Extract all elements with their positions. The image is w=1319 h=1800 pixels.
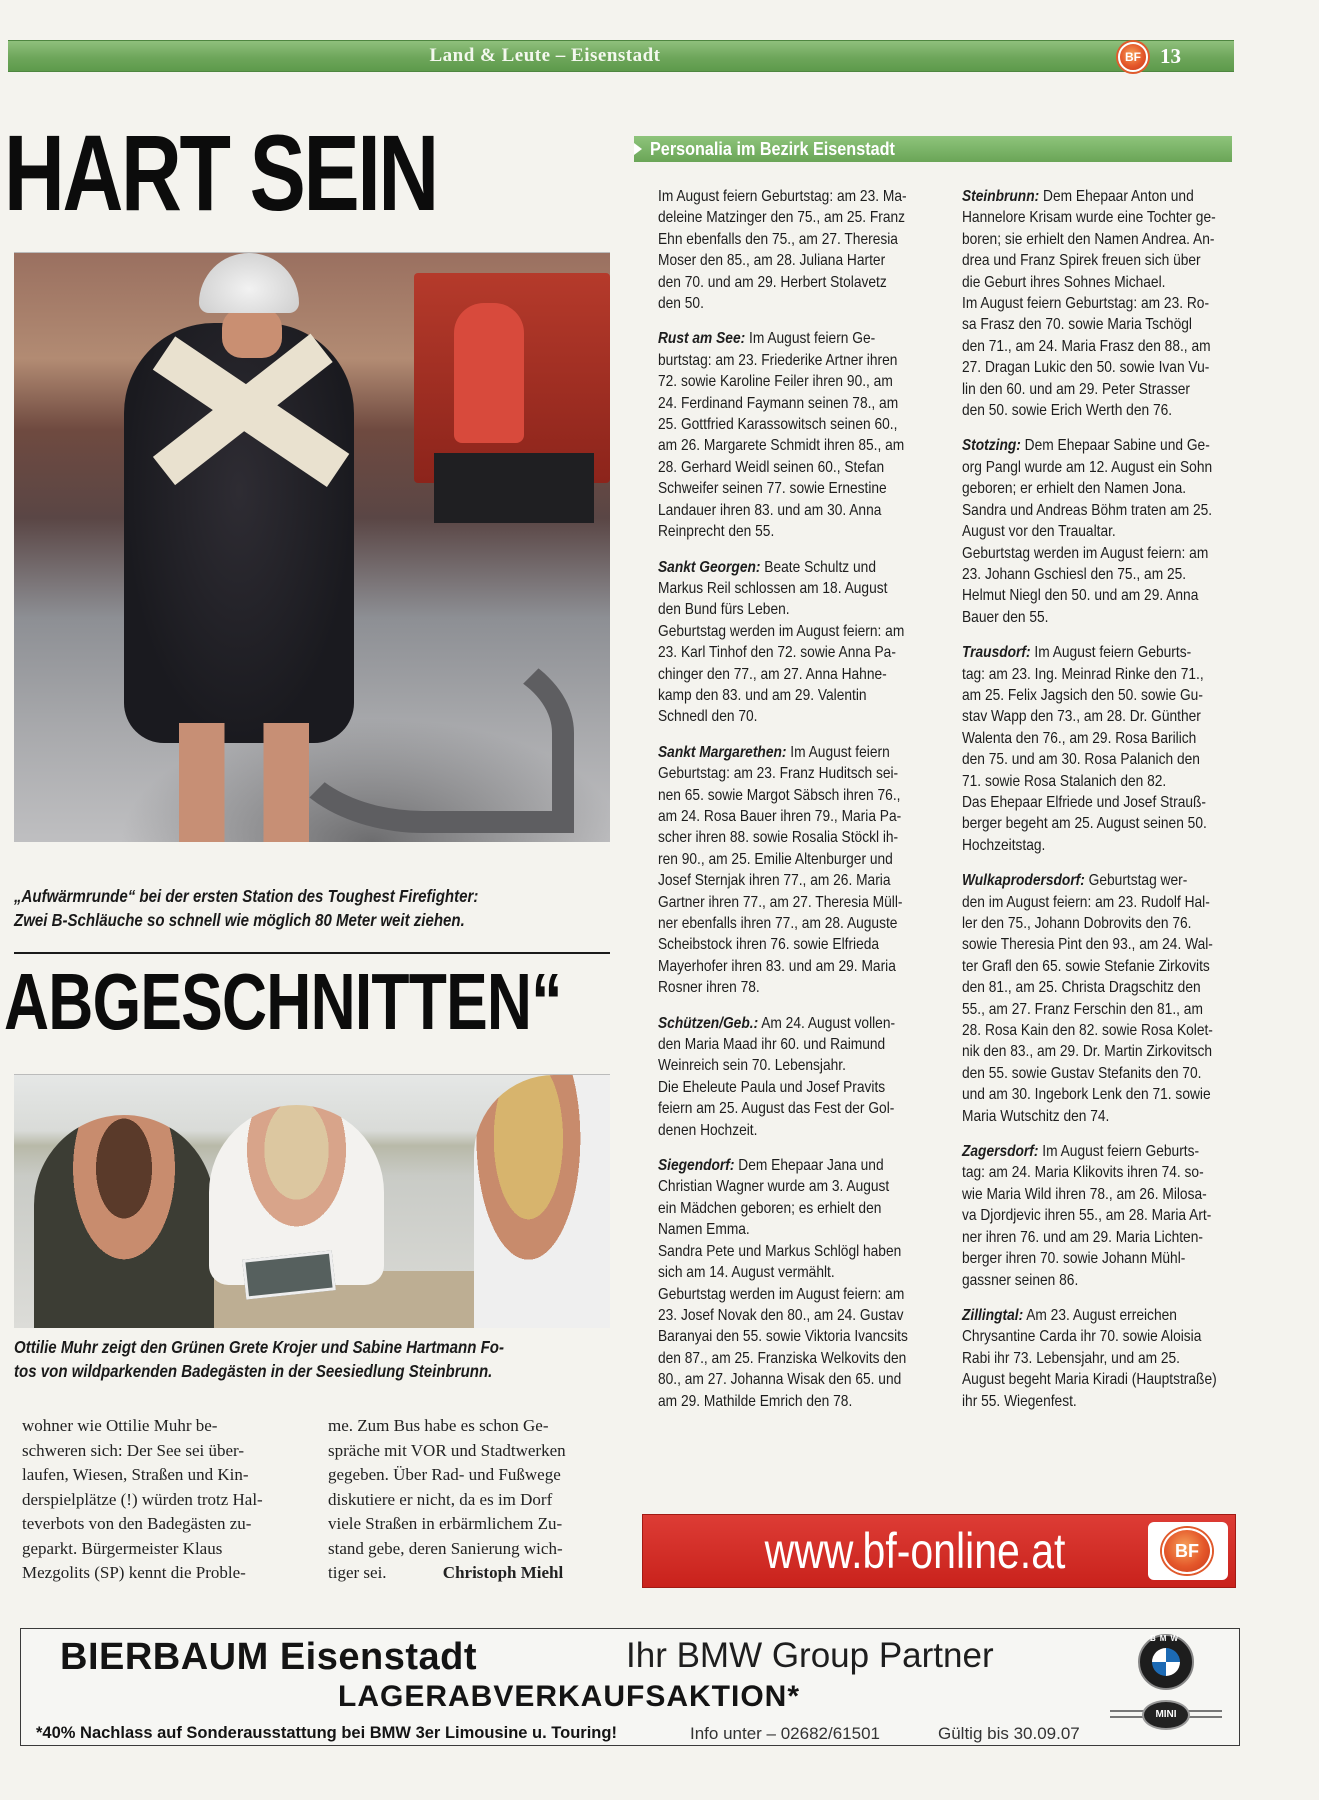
personalia-text: Im August feiern Ge- bbox=[745, 330, 876, 348]
personalia-line bbox=[658, 457, 908, 478]
personalia-entry bbox=[658, 742, 908, 999]
personalia-text: Hochzeitstag. bbox=[962, 836, 1046, 854]
personalia-line bbox=[658, 1241, 908, 1262]
personalia-line bbox=[658, 272, 908, 293]
personalia-line bbox=[658, 1155, 908, 1176]
personalia-entry bbox=[658, 1155, 908, 1412]
mini-wing-icon bbox=[1188, 1710, 1222, 1718]
personalia-text: den 55. sowie Gustav Stefanits den 70. bbox=[962, 1064, 1202, 1082]
personalia-line bbox=[658, 371, 908, 392]
personalia-line bbox=[658, 1198, 908, 1219]
personalia-line bbox=[658, 1219, 908, 1240]
personalia-line bbox=[962, 500, 1217, 521]
personalia-line bbox=[962, 813, 1217, 834]
personalia-line bbox=[962, 664, 1217, 685]
personalia-line bbox=[962, 457, 1217, 478]
personalia-text: sich am 14. August vermählt. bbox=[658, 1264, 835, 1282]
personalia-line bbox=[658, 1120, 908, 1141]
personalia-line bbox=[658, 293, 908, 314]
personalia-line bbox=[658, 393, 908, 414]
personalia-text: Namen Emma. bbox=[658, 1221, 750, 1239]
sale-title: LAGERABVERKAUFSAKTION* bbox=[338, 1680, 801, 1713]
article-column-2 bbox=[328, 1414, 566, 1586]
place-name: Zillingtal: bbox=[962, 1306, 1024, 1324]
personalia-line bbox=[658, 806, 908, 827]
helmet-shape bbox=[199, 253, 299, 313]
personalia-line bbox=[962, 435, 1217, 456]
personalia-text: und am 30. Ingebork Lenk den 71. sowie bbox=[962, 1086, 1211, 1104]
personalia-line bbox=[658, 1391, 908, 1412]
personalia-line bbox=[658, 1369, 908, 1390]
personalia-line bbox=[962, 314, 1217, 335]
personalia-text: Schnedl den 70. bbox=[658, 708, 758, 726]
fine-print: *40% Nachlass auf Sonderausstattung bei BMW 3er Limousine u. Touring! bbox=[36, 1724, 617, 1742]
place-name: Trausdorf: bbox=[962, 644, 1031, 662]
personalia-text: 23. Josef Novak den 80., am 24. Gustav bbox=[658, 1306, 904, 1324]
personalia-line bbox=[962, 400, 1217, 421]
personalia-text: 55., am 27. Franz Ferschin den 81., am bbox=[962, 1000, 1203, 1018]
personalia-line bbox=[962, 1326, 1217, 1347]
personalia-text: Im August feiern Geburts- bbox=[1038, 1143, 1200, 1161]
article-line: me. Zum Bus habe es schon Ge- bbox=[328, 1416, 549, 1435]
personalia-text: Hannelore Krisam wurde eine Tochter ge- bbox=[962, 209, 1216, 227]
woman-right-shape bbox=[474, 1075, 610, 1328]
article-last-line bbox=[328, 1561, 566, 1586]
photo-caption-women bbox=[14, 1335, 504, 1383]
personalia-text: ihr 55. Wiegenfest. bbox=[962, 1392, 1077, 1410]
valid-until: Gültig bis 30.09.07 bbox=[938, 1724, 1080, 1743]
personalia-text: drea und Franz Spirek freuen sich über bbox=[962, 252, 1201, 270]
arrow-icon bbox=[634, 143, 642, 155]
personalia-entry bbox=[962, 642, 1217, 856]
personalia-text: deleine Matzinger den 75., am 25. Franz bbox=[658, 209, 906, 227]
personalia-line bbox=[962, 1305, 1217, 1326]
personalia-line bbox=[962, 1106, 1217, 1127]
personalia-text: 28. Rosa Kain den 82. sowie Rosa Kolet- bbox=[962, 1022, 1213, 1040]
partner-tagline: Ihr BMW Group Partner bbox=[626, 1636, 994, 1675]
personalia-text: ren 90., am 25. Emilie Altenburger und bbox=[658, 850, 893, 868]
personalia-text: am 25. Felix Jagsich den 50. sowie Gu- bbox=[962, 686, 1203, 704]
personalia-text: Gartner ihren 77., am 27. Theresia Müll- bbox=[658, 893, 903, 911]
personalia-line bbox=[658, 229, 908, 250]
personalia-text: Mayerhofer ihren 83. und am 29. Maria bbox=[658, 957, 896, 975]
personalia-line bbox=[962, 1184, 1217, 1205]
article-line: schweren sich: Der See sei über- bbox=[22, 1440, 244, 1460]
personalia-text: Sandra und Andreas Böhm traten am 25. bbox=[962, 501, 1213, 519]
personalia-text: den 81., am 25. Christa Dragschitz den bbox=[962, 979, 1201, 997]
personalia-line bbox=[658, 1077, 908, 1098]
bmw-logo-label: BMW bbox=[1150, 1634, 1182, 1643]
article-line: stand gebe, deren Sanierung wich- bbox=[328, 1538, 563, 1558]
personalia-text: Sandra Pete und Markus Schlögl haben bbox=[658, 1242, 902, 1260]
place-name: Steinbrunn: bbox=[962, 188, 1040, 205]
personalia-text: Dem Ehepaar Sabine und Ge- bbox=[1020, 437, 1210, 455]
personalia-text: Josef Sternjak ihren 77., am 26. Maria bbox=[658, 872, 891, 890]
personalia-title: Personalia im Bezirk Eisenstadt bbox=[650, 139, 895, 159]
personalia-line bbox=[962, 1391, 1217, 1412]
personalia-line bbox=[962, 1084, 1217, 1105]
personalia-line bbox=[658, 250, 908, 271]
section-title: Land & Leute – Eisenstadt bbox=[429, 45, 661, 66]
personalia-line bbox=[962, 1270, 1217, 1291]
personalia-text: va Djordjevic ihren 55., am 28. Maria Art- bbox=[962, 1207, 1212, 1225]
personalia-text: gassner seinen 86. bbox=[962, 1271, 1079, 1289]
phone-info: Info unter – 02682/61501 bbox=[690, 1724, 880, 1743]
personalia-text: stav Wapp den 73., am 28. Dr. Günther bbox=[962, 708, 1201, 726]
personalia-entry bbox=[962, 1305, 1217, 1412]
personalia-line bbox=[658, 1176, 908, 1197]
personalia-line bbox=[962, 934, 1217, 955]
personalia-text: 72. sowie Karoline Feiler ihren 90., am bbox=[658, 373, 893, 391]
personalia-line bbox=[658, 1348, 908, 1369]
place-name: Zagersdorf: bbox=[962, 1143, 1039, 1161]
personalia-text: 23. Johann Gschiesl den 75., am 25. bbox=[962, 565, 1187, 583]
personalia-line bbox=[962, 1205, 1217, 1226]
personalia-line bbox=[658, 207, 908, 228]
personalia-text: denen Hochzeit. bbox=[658, 1121, 758, 1139]
caption-line: tos von wildparkenden Badegästen in der Seesiedlung Steinbrunn. bbox=[14, 1361, 493, 1381]
article-column-1 bbox=[22, 1414, 263, 1586]
headline-hart-sein: HART SEIN bbox=[4, 112, 437, 233]
personalia-text: wie Maria Wild ihren 78., am 26. Milosa- bbox=[962, 1185, 1207, 1203]
personalia-line bbox=[962, 543, 1217, 564]
personalia-line bbox=[962, 1141, 1217, 1162]
personalia-text: 80., am 27. Johanna Wisak den 65. und bbox=[658, 1371, 902, 1389]
article-line: spräche mit VOR und Stadtwerken bbox=[328, 1440, 566, 1460]
article-line: gegeben. Über Rad- und Fußwege bbox=[328, 1465, 561, 1484]
personalia-line bbox=[658, 1284, 908, 1305]
personalia-line bbox=[658, 685, 908, 706]
personalia-line bbox=[658, 742, 908, 763]
personalia-line bbox=[658, 621, 908, 642]
personalia-line bbox=[962, 357, 1217, 378]
personalia-text: lin den 60. und am 29. Peter Strasser bbox=[962, 380, 1190, 398]
personalia-text: Walenta den 76., am 29. Rosa Barilich bbox=[962, 729, 1197, 747]
personalia-text: Markus Reil schlossen am 18. August bbox=[658, 579, 888, 597]
bf-logo-icon: BF bbox=[1162, 1528, 1212, 1574]
personalia-line bbox=[658, 578, 908, 599]
personalia-text: Im August feiern Geburtstag: am 23. Ma- bbox=[658, 188, 907, 205]
personalia-line bbox=[962, 749, 1217, 770]
place-name: Schützen/Geb.: bbox=[658, 1014, 759, 1032]
personalia-line bbox=[658, 1034, 908, 1055]
personalia-column-2 bbox=[962, 186, 1217, 1426]
personalia-text: 23. Karl Tinhof den 72. sowie Anna Pa- bbox=[658, 644, 896, 662]
personalia-line bbox=[962, 977, 1217, 998]
personalia-line bbox=[962, 1020, 1217, 1041]
personalia-text: Geburtstag: am 23. Franz Huditsch sei- bbox=[658, 765, 899, 783]
article-author: Christoph Miehl bbox=[442, 1563, 564, 1582]
personalia-text: boren; sie erhielt den Namen Andrea. An- bbox=[962, 230, 1215, 248]
firefighter-face-shape bbox=[222, 308, 282, 358]
personalia-text: Chrysantine Carda ihr 70. sowie Aloisia bbox=[962, 1328, 1202, 1346]
personalia-text: geboren; er erhielt den Namen Jona. bbox=[962, 480, 1187, 498]
personalia-text: Schweifer seinen 77. sowie Ernestine bbox=[658, 480, 887, 498]
place-name: Siegendorf: bbox=[658, 1157, 735, 1175]
personalia-text: Im August feiern Geburts- bbox=[1030, 644, 1192, 662]
personalia-entry bbox=[658, 328, 908, 542]
personalia-text: Am 23. August erreichen bbox=[1023, 1306, 1177, 1324]
personalia-text: nen 65. sowie Margot Säbsch ihren 76., bbox=[658, 786, 901, 804]
personalia-line bbox=[658, 328, 908, 349]
personalia-line bbox=[962, 892, 1217, 913]
personalia-line bbox=[962, 1227, 1217, 1248]
women-photo bbox=[14, 1074, 610, 1328]
personalia-text: burtstag: am 23. Friederike Artner ihren bbox=[658, 351, 898, 369]
personalia-text: Baranyai den 55. sowie Viktoria Ivancsits bbox=[658, 1328, 908, 1346]
personalia-text: Maria Wutschitz den 74. bbox=[962, 1107, 1110, 1125]
personalia-line bbox=[658, 557, 908, 578]
personalia-text: den 50. sowie Erich Werth den 76. bbox=[962, 402, 1173, 420]
personalia-text: Christian Wagner wurde am 3. August bbox=[658, 1178, 890, 1196]
personalia-text: Im August feiern bbox=[786, 743, 890, 761]
personalia-text: August begeht Maria Kiradi (Hauptstraße) bbox=[962, 1371, 1217, 1389]
personalia-line bbox=[658, 934, 908, 955]
personalia-text: den im August feiern: am 23. Rudolf Hal- bbox=[962, 893, 1210, 911]
personalia-text: Reinprecht den 55. bbox=[658, 523, 775, 541]
personalia-text: ter Grafl den 65. sowie Stefanie Zirkovits bbox=[962, 957, 1210, 975]
personalia-text: Moser den 85., am 28. Juliana Harter bbox=[658, 252, 886, 270]
personalia-text: 24. Ferdinand Faymann seinen 78., am bbox=[658, 394, 899, 412]
personalia-line bbox=[962, 1041, 1217, 1062]
personalia-text: Scheibstock ihren 76. sowie Elfrieda bbox=[658, 936, 880, 954]
personalia-text: sa Frasz den 70. sowie Maria Tschögl bbox=[962, 316, 1192, 334]
personalia-text: den 75. und am 30. Rosa Palanich den bbox=[962, 751, 1200, 769]
personalia-line bbox=[658, 521, 908, 542]
personalia-text: feiern am 25. August das Fest der Gol- bbox=[658, 1100, 895, 1118]
personalia-text: den 50. bbox=[658, 295, 704, 313]
place-name: Rust am See: bbox=[658, 330, 746, 348]
personalia-line bbox=[962, 478, 1217, 499]
photo-caption-firefighter bbox=[14, 884, 478, 932]
personalia-text: Bauer den 55. bbox=[962, 608, 1049, 626]
personalia-column-1 bbox=[658, 186, 908, 1426]
personalia-line bbox=[962, 771, 1217, 792]
personalia-entry bbox=[962, 186, 1217, 421]
article-line: laufen, Wiesen, Straßen und Kin- bbox=[22, 1465, 249, 1484]
personalia-line bbox=[658, 350, 908, 371]
article-line: derspielplätze (!) würden trotz Hal- bbox=[22, 1489, 263, 1509]
personalia-line bbox=[962, 293, 1217, 314]
article-line: geparkt. Bürgermeister Klaus bbox=[22, 1538, 223, 1558]
personalia-text: Dem Ehepaar Anton und bbox=[1039, 188, 1194, 205]
personalia-line bbox=[658, 977, 908, 998]
personalia-text: berger ihren 70. sowie Johann Mühl- bbox=[962, 1250, 1186, 1268]
personalia-entry bbox=[962, 870, 1217, 1127]
bf-logo-icon: BF bbox=[1118, 42, 1148, 72]
personalia-line bbox=[658, 913, 908, 934]
caption-line: „Aufwärmrunde“ bei der ersten Station des Toughest Firefighter: bbox=[14, 886, 479, 906]
personalia-line bbox=[658, 763, 908, 784]
personalia-text: den Maria Maad ihr 60. und Raimund bbox=[658, 1036, 886, 1054]
personalia-line bbox=[658, 664, 908, 685]
personalia-text: 27. Dragan Lukic den 50. sowie Ivan Vu- bbox=[962, 359, 1210, 377]
personalia-text: Dem Ehepaar Jana und bbox=[734, 1157, 884, 1175]
personalia-line bbox=[962, 607, 1217, 628]
personalia-text: Beate Schultz und bbox=[760, 558, 876, 576]
personalia-line bbox=[962, 1348, 1217, 1369]
personalia-line bbox=[962, 207, 1217, 228]
personalia-line bbox=[658, 500, 908, 521]
personalia-line bbox=[962, 728, 1217, 749]
background-person-shape bbox=[454, 303, 524, 443]
personalia-text: den 87., am 25. Franziska Welkovits den bbox=[658, 1349, 907, 1367]
personalia-line bbox=[658, 1305, 908, 1326]
personalia-line bbox=[658, 642, 908, 663]
personalia-text: ler den 75., Johann Dobrovits den 76. bbox=[962, 915, 1192, 932]
place-name: Stotzing: bbox=[962, 437, 1021, 455]
personalia-text: kamp den 83. und am 29. Valentin bbox=[658, 686, 867, 704]
dealer-name: BIERBAUM Eisenstadt bbox=[60, 1636, 477, 1678]
personalia-line bbox=[658, 849, 908, 870]
personalia-line bbox=[962, 1162, 1217, 1183]
personalia-text: tag: am 24. Maria Klikovits ihren 74. so- bbox=[962, 1164, 1204, 1182]
article-line: diskutiere er nicht, da es im Dorf bbox=[328, 1489, 553, 1509]
personalia-line bbox=[658, 1013, 908, 1034]
headline-abgeschnitten: ABGESCHNITTEN“ bbox=[4, 957, 562, 1046]
personalia-line bbox=[658, 1098, 908, 1119]
personalia-text: Geburtstag werden im August feiern: am bbox=[658, 622, 905, 640]
personalia-line bbox=[962, 272, 1217, 293]
personalia-text: Die Eheleute Paula und Josef Pravits bbox=[658, 1078, 886, 1096]
personalia-text: am 29. Mathilde Emrich den 78. bbox=[658, 1392, 853, 1410]
article-line: teverbots von den Badegästen zu- bbox=[22, 1514, 252, 1533]
divider-rule bbox=[14, 952, 610, 954]
page-number: 13 bbox=[1160, 44, 1181, 68]
personalia-text: Geburtstag werden im August feiern: am bbox=[962, 544, 1209, 562]
personalia-text: Ehn ebenfalls den 75., am 27. Theresia bbox=[658, 230, 898, 248]
personalia-entry bbox=[962, 435, 1217, 628]
article-line: viele Straßen in erbärmlichem Zu- bbox=[328, 1514, 563, 1533]
personalia-text: Im August feiern Geburtstag: am 23. Ro- bbox=[962, 295, 1210, 313]
personalia-text: am 26. Margarete Schmidt ihren 85., am bbox=[658, 437, 905, 455]
personalia-line bbox=[658, 414, 908, 435]
personalia-text: ner ebenfalls ihren 77., am 28. Auguste bbox=[658, 915, 898, 932]
personalia-text: Weinreich sein 70. Lebensjahr. bbox=[658, 1057, 846, 1075]
website-url[interactable]: www.bf-online.at bbox=[764, 1523, 1066, 1579]
mini-logo-icon: MINI bbox=[1142, 1700, 1190, 1730]
personalia-line bbox=[658, 1055, 908, 1076]
place-name: Sankt Margarethen: bbox=[658, 743, 787, 761]
personalia-text: chinger den 77., am 27. Anna Hahne- bbox=[658, 665, 887, 683]
caption-line: Zwei B-Schläuche so schnell wie möglich 80 Meter weit ziehen. bbox=[14, 910, 465, 930]
personalia-line bbox=[962, 250, 1217, 271]
personalia-line bbox=[962, 999, 1217, 1020]
article-line: tiger sei. bbox=[328, 1563, 387, 1582]
personalia-text: 28. Gerhard Weidl seinen 60., Stefan bbox=[658, 458, 885, 476]
personalia-line bbox=[962, 1063, 1217, 1084]
personalia-text: Rosner ihren 78. bbox=[658, 979, 760, 997]
personalia-text: org Pangl wurde am 12. August ein Sohn bbox=[962, 458, 1213, 476]
personalia-line bbox=[962, 585, 1217, 606]
personalia-text: den 71., am 24. Maria Frasz den 88., am bbox=[962, 337, 1211, 355]
personalia-text: sowie Theresia Pint den 93., am 24. Wal- bbox=[962, 936, 1213, 954]
personalia-text: den Bund fürs Leben. bbox=[658, 601, 790, 619]
personalia-line bbox=[658, 892, 908, 913]
caption-line: Ottilie Muhr zeigt den Grünen Grete Krojer und Sabine Hartmann Fo- bbox=[14, 1337, 505, 1357]
personalia-line bbox=[658, 706, 908, 727]
personalia-entry bbox=[962, 1141, 1217, 1291]
personalia-entry bbox=[658, 557, 908, 728]
personalia-line bbox=[658, 956, 908, 977]
personalia-line bbox=[658, 186, 908, 207]
personalia-text: Geburtstag werden im August feiern: am bbox=[658, 1285, 905, 1303]
personalia-line bbox=[962, 564, 1217, 585]
personalia-text: berger begeht am 25. August seinen 50. bbox=[962, 815, 1207, 833]
personalia-line bbox=[962, 870, 1217, 891]
personalia-text: Helmut Niegl den 50. und am 29. Anna bbox=[962, 587, 1199, 605]
article-line: Mezgolits (SP) kennt die Proble- bbox=[22, 1563, 246, 1582]
personalia-line bbox=[962, 685, 1217, 706]
place-name: Sankt Georgen: bbox=[658, 558, 761, 576]
personalia-line bbox=[658, 785, 908, 806]
personalia-line bbox=[658, 827, 908, 848]
mini-wing-icon bbox=[1110, 1710, 1144, 1718]
personalia-line bbox=[658, 1262, 908, 1283]
personalia-text: am 24. Rosa Bauer ihren 79., Maria Pa- bbox=[658, 807, 902, 825]
personalia-text: Das Ehepaar Elfriede und Josef Strauß- bbox=[962, 793, 1206, 811]
personalia-line bbox=[962, 706, 1217, 727]
personalia-line bbox=[658, 435, 908, 456]
personalia-line bbox=[962, 521, 1217, 542]
firefighter-photo bbox=[14, 252, 610, 842]
personalia-line bbox=[658, 478, 908, 499]
personalia-line bbox=[962, 1369, 1217, 1390]
personalia-text: ein Mädchen geboren; es erhielt den bbox=[658, 1199, 882, 1217]
personalia-line bbox=[658, 1326, 908, 1347]
truck-bumper-shape bbox=[434, 453, 594, 523]
personalia-text: 25. Gottfried Karassowitsch seinen 60., bbox=[658, 416, 898, 434]
personalia-text: den 70. und am 29. Herbert Stolavetz bbox=[658, 273, 887, 291]
personalia-text: Geburtstag wer- bbox=[1084, 872, 1188, 890]
article-line: wohner wie Ottilie Muhr be- bbox=[22, 1416, 218, 1435]
personalia-text: Rabi ihr 73. Lebensjahr, und am 25. bbox=[962, 1349, 1181, 1367]
personalia-text: die Geburt ihres Sohnes Michael. bbox=[962, 273, 1166, 291]
woman-left-shape bbox=[34, 1115, 214, 1328]
personalia-line bbox=[658, 870, 908, 891]
personalia-entry bbox=[658, 1013, 908, 1141]
personalia-entry bbox=[658, 186, 908, 314]
legs-shape bbox=[179, 723, 309, 842]
personalia-text: August vor den Traualtar. bbox=[962, 523, 1116, 541]
personalia-line bbox=[962, 336, 1217, 357]
personalia-line bbox=[962, 835, 1217, 856]
personalia-text: nik den 83., am 29. Dr. Martin Zirkovitsch bbox=[962, 1043, 1213, 1061]
personalia-line bbox=[962, 913, 1217, 934]
personalia-text: 71. sowie Rosa Stalanich den 82. bbox=[962, 772, 1167, 790]
personalia-text: tag: am 23. Ing. Meinrad Rinke den 71., bbox=[962, 665, 1204, 683]
bmw-roundel-icon bbox=[1152, 1648, 1180, 1676]
personalia-text: ner ihren 76. und am 29. Maria Lichten- bbox=[962, 1228, 1203, 1246]
personalia-line bbox=[962, 792, 1217, 813]
personalia-text: Am 24. August vollen- bbox=[758, 1014, 896, 1032]
personalia-line bbox=[962, 379, 1217, 400]
personalia-text: scher ihren 88. sowie Rosalia Stöckl ih- bbox=[658, 829, 899, 847]
personalia-line bbox=[658, 599, 908, 620]
personalia-line bbox=[962, 1248, 1217, 1269]
personalia-line bbox=[962, 186, 1217, 207]
personalia-line bbox=[962, 956, 1217, 977]
personalia-line bbox=[962, 229, 1217, 250]
place-name: Wulkaprodersdorf: bbox=[962, 872, 1085, 890]
personalia-text: Landauer ihren 83. und am 30. Anna bbox=[658, 501, 882, 519]
personalia-line bbox=[962, 642, 1217, 663]
